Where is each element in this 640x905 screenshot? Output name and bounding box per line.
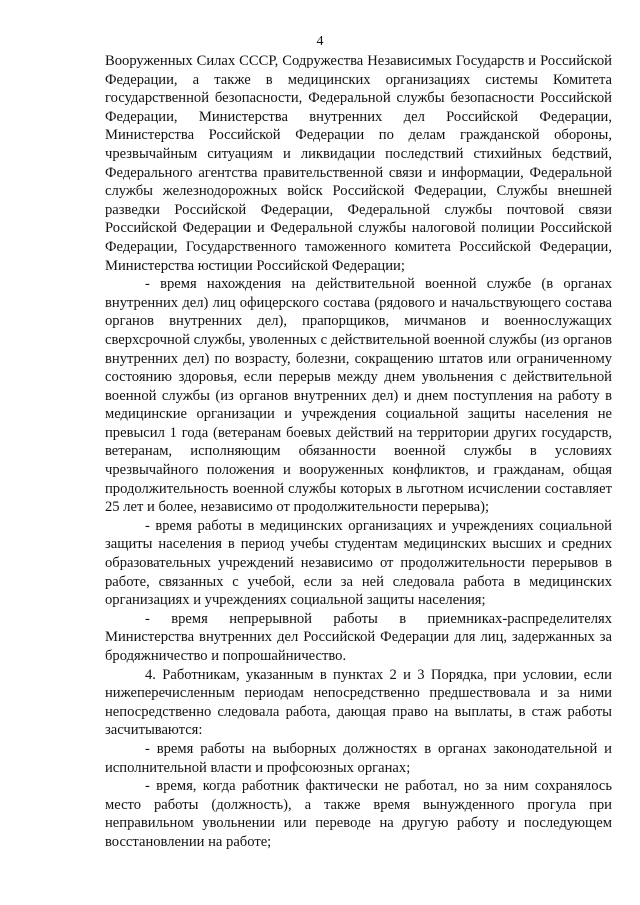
- paragraph-retained-position: - время, когда работник фактически не работал, но за ним сохранялось место работы (должность), а также время вынужденного прогула при неправильном увольнении или переводе на другую работу и последующем восстановлении на работе;: [105, 778, 612, 850]
- paragraph-student-work: - время работы в медицинских организациях и учреждениях социальной защиты населения в период учебы студентам медицинских высших и средних образовательных учреждений независимо от продолжительности перерывов в работе, связанных с учебой, если за ней следовала работа в медицинских организациях и учреждениях социальной защиты населения;: [105, 517, 612, 609]
- paragraph-item-4: 4. Работникам, указанным в пунктах 2 и 3 Порядка, при условии, если нижеперечисленным периодам непосредственно предшествовала и за ними непосредственно следовала работа, дающая право на выплаты, в стаж работы засчитываются:: [105, 666, 612, 739]
- paragraph-reception-centers: - время непрерывной работы в приемниках-распределителях Министерства внутренних дел Российской Федерации для лиц, задержанных за бродяжничество и попрошайничество.: [105, 610, 612, 664]
- page-number: 4: [316, 34, 324, 49]
- paragraph-continuation: Вооруженных Силах СССР, Содружества Независимых Государств и Российской Федерации, а также в медицинских организациях системы Комитета государственной безопасности, Федеральной службы безопасности Российской Федерации, Министерства внутренних дел Российской Федерации, Министерства Российской Федерации по делам гражданской обороны, чрезвычайным ситуациям и ликвидации последствий стихийных бедствий, Федерального агентства правительственной связи и информации, Федеральной службы железнодорожных войск Российской Федерации, Службы внешней разведки Российской Федерации, Федеральной службы почтовой связи Российской Федерации и Федеральной службы налоговой полиции Российской Федерации, Государственного таможенного комитета Российской Федерации, Министерства юстиции Российской Федерации;: [105, 53, 612, 274]
- paragraph-elected-positions: - время работы на выборных должностях в органах законодательной и исполнительной власти и профсоюзных органах;: [105, 740, 612, 776]
- document-body: [105, 52, 612, 852]
- paragraph-military-service: - время нахождения на действительной военной службе (в органах внутренних дел) лиц офицерского состава (рядового и начальствующего состава органов внутренних дел), прапорщиков, мичманов и военнослужащих сверхсрочной службы, уволенных с действительной военной службы (из органов внутренних дел) по возрасту, болезни, сокращению штатов или ограниченному состоянию здоровья, если перерыв между днем увольнения с действительной военной службы (из органов внутренних дел) и днем поступления на работу в медицинские организации и учреждения социальной защиты населения не превысил 1 года (ветеранам боевых действий на территории других государств, ветеранам, исполняющим обязанности военной службы в условиях чрезвычайного положения и вооруженных конфликтов, и гражданам, общая продолжительность военной службы которых в льготном исчислении составляет 25 лет и более, независимо от продолжительности перерыва);: [105, 276, 612, 516]
